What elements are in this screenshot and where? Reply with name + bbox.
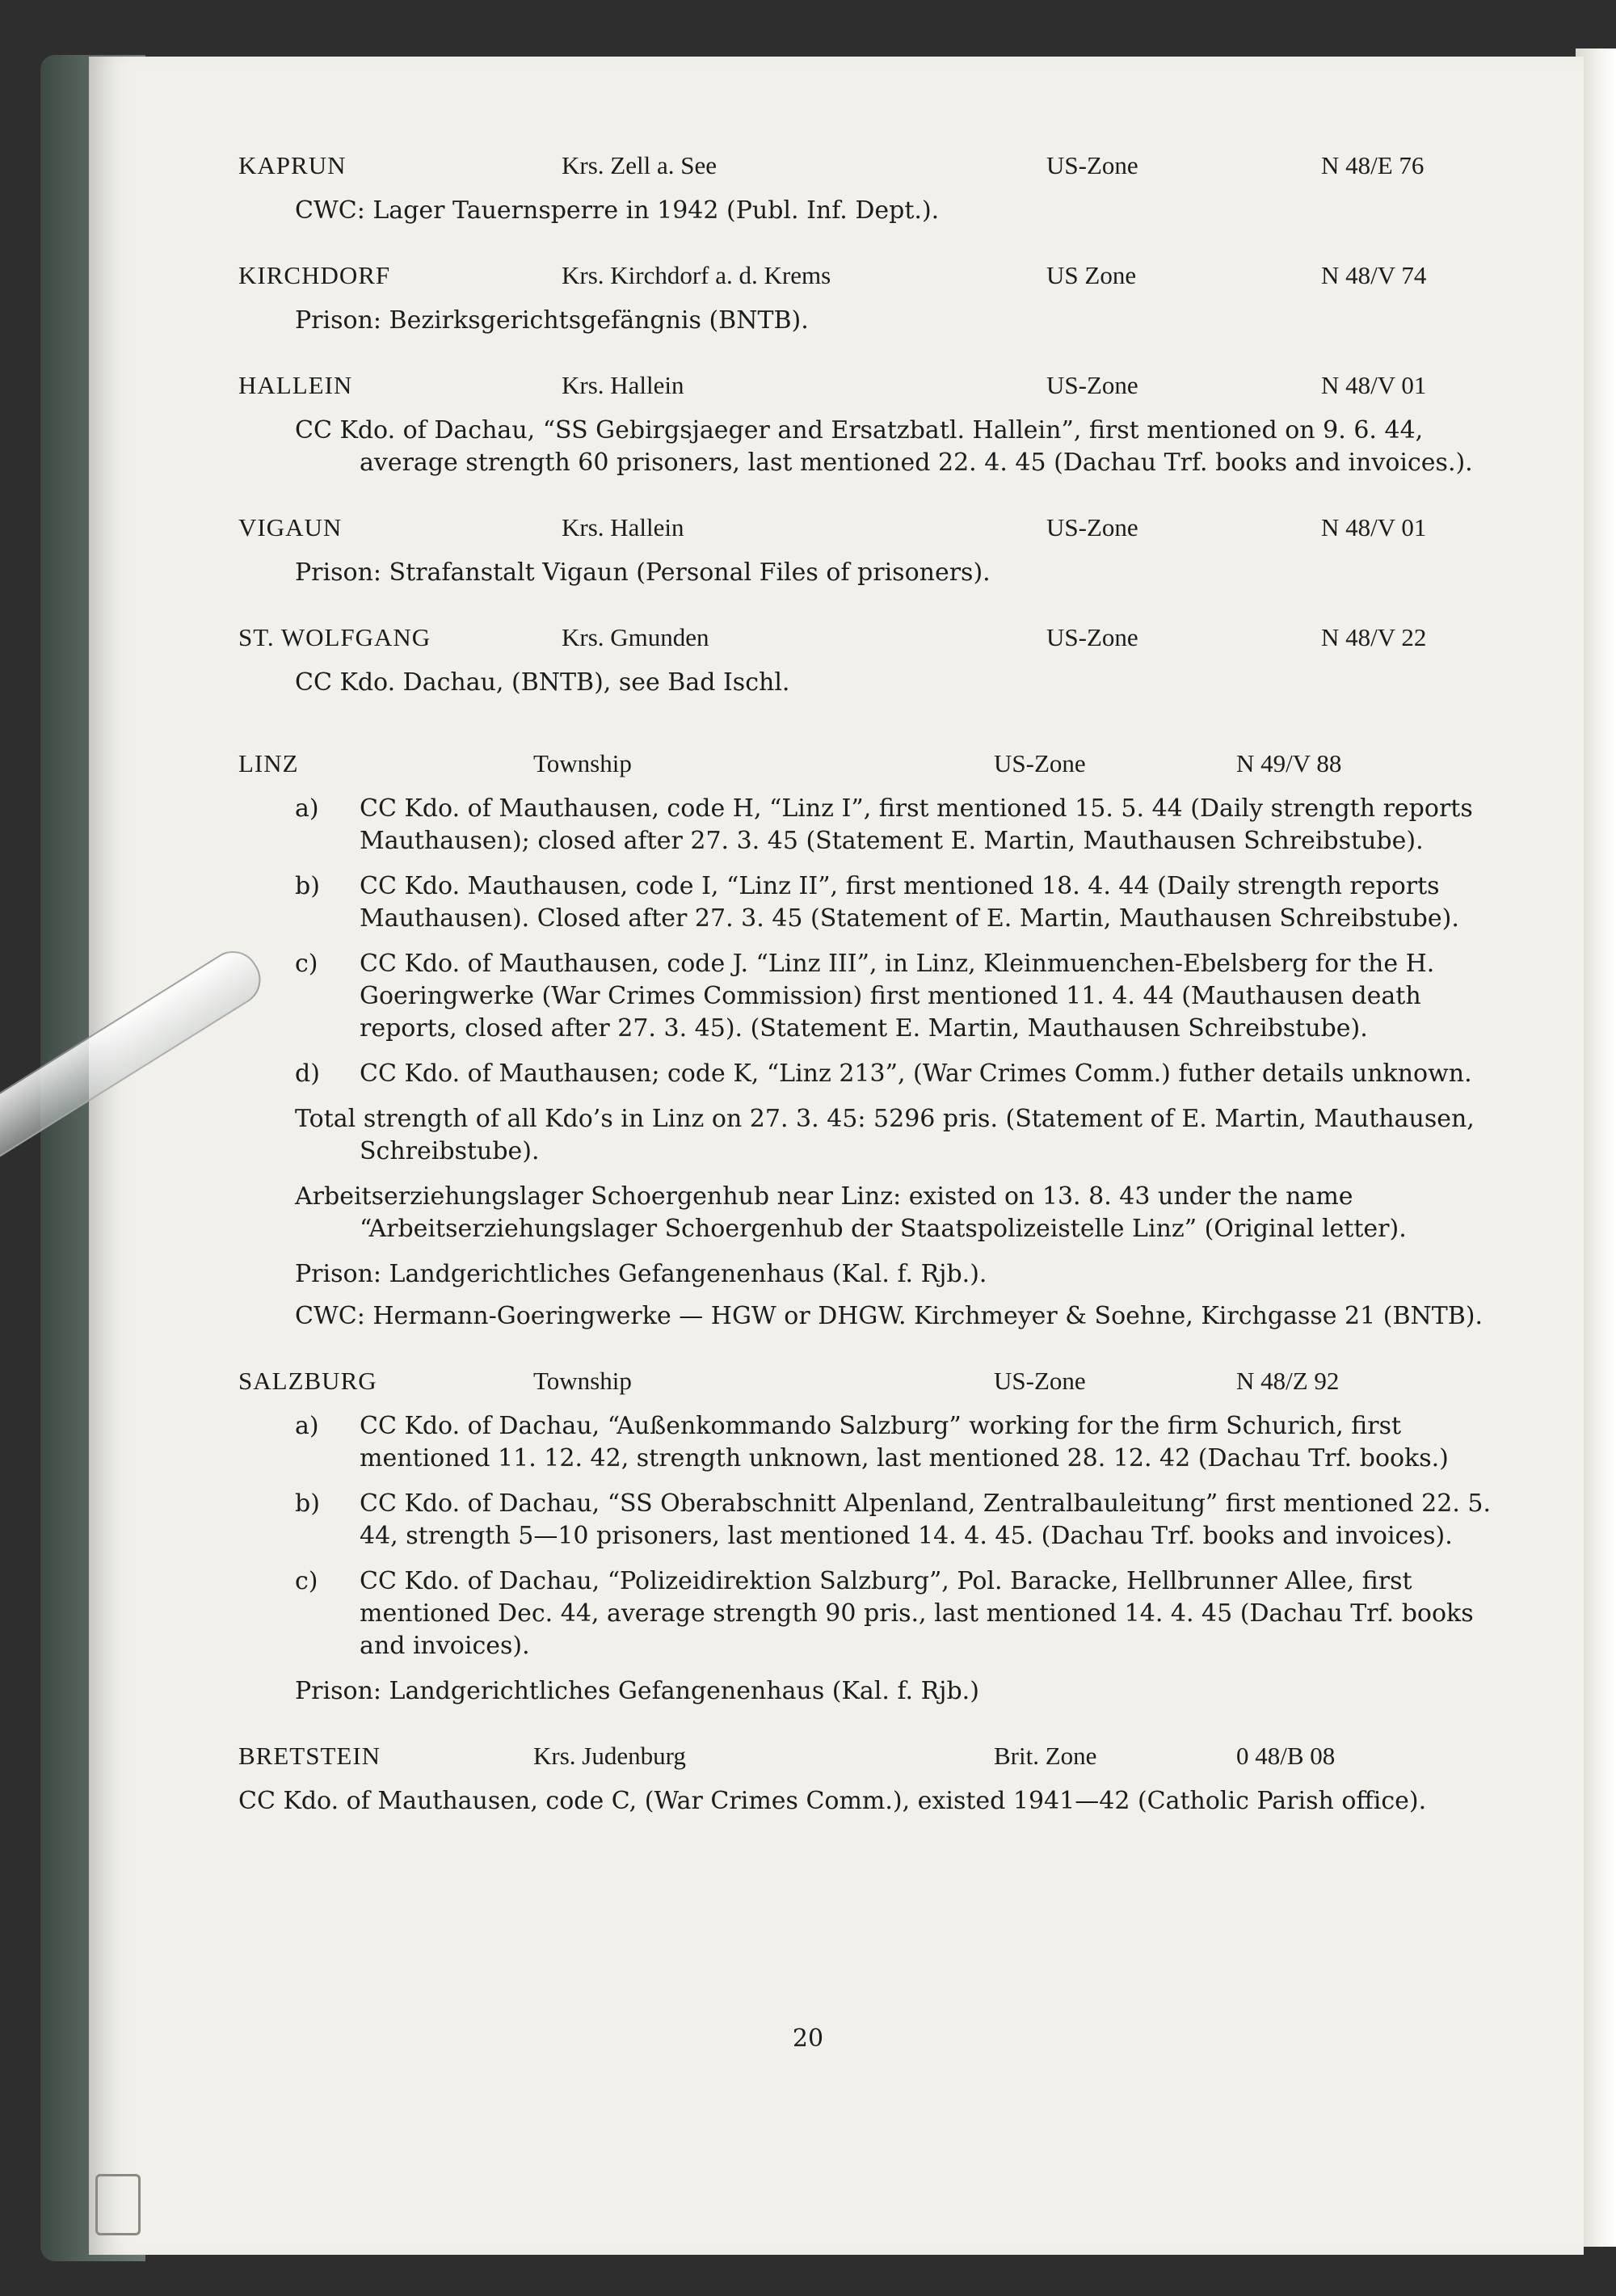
item-label: a) (295, 1412, 319, 1440)
entry-header (238, 259, 1523, 292)
place-name: BRETSTEIN (238, 1742, 381, 1770)
list-item (238, 1058, 1523, 1090)
entry-header (238, 748, 1523, 780)
list-item (238, 793, 1523, 857)
grid-reference: 0 48/B 08 (1236, 1742, 1336, 1770)
zone: US Zone (1046, 261, 1137, 289)
grid-reference: N 48/V 74 (1321, 261, 1427, 289)
entry-salzburg (238, 1365, 1523, 1708)
grid-reference: N 48/V 01 (1321, 513, 1427, 541)
zone: US-Zone (1046, 151, 1138, 179)
zone: US-Zone (1046, 513, 1138, 541)
prison-text: Prison: Landgerichtliches Gefangenenhaus (Kal. f. Rjb.). (295, 1260, 987, 1288)
page-number: 20 (792, 2024, 824, 2053)
place-name: ST. WOLFGANG (238, 623, 431, 651)
item-label: d) (295, 1060, 320, 1088)
item-text: CC Kdo. of Mauthausen; code K, “Linz 213”, (War Crimes Comm.) futher details unknown. (360, 1060, 1472, 1088)
entry-bretstein (238, 1740, 1523, 1818)
entry-kaprun (238, 150, 1523, 227)
zone: Brit. Zone (994, 1742, 1097, 1770)
grid-reference: N 48/V 01 (1321, 371, 1427, 399)
entry-linz (238, 748, 1523, 1333)
entry-kirchdorf (238, 259, 1523, 337)
item-label: c) (295, 950, 318, 978)
item-label: b) (295, 1489, 320, 1518)
district: Township (533, 1367, 632, 1395)
item-text: CC Kdo. of Dachau, “Außenkommando Salzburg” working for the firm Schurich, first mentioned 11. 12. 42, strength unknown, last mentioned 28. 12. 42 (Dachau Trf. books.) (360, 1412, 1449, 1472)
item-text: CC Kdo. of Dachau, “SS Oberabschnitt Alpenland, Zentralbauleitung” first mentioned 22. 5. 44, strength 5—10 prisoners, last mentioned 14. 4. 45. (Dachau Trf. books and invoices). (360, 1489, 1492, 1550)
item-text: CC Kdo. of Dachau, “Polizeidirektion Salzburg”, Pol. Baracke, Hellbrunner Allee, first mentioned Dec. 44, average strength 90 pris., last mentioned 14. 4. 45 (Dachau Trf. books and invoices). (360, 1567, 1474, 1660)
entry-hallein (238, 369, 1523, 479)
zone: US-Zone (1046, 371, 1138, 399)
arbeitserziehungslager: Arbeitserziehungslager Schoergenhub near Linz: existed on 13. 8. 43 under the name “Arbeitserziehungslager Schoergenhub der Staatspolizeistelle Linz” (Original letter). (295, 1182, 1407, 1243)
entry-header (238, 369, 1523, 402)
place-name: LINZ (238, 749, 299, 777)
district: Krs. Kirchdorf a. d. Krems (562, 261, 831, 289)
grid-reference: N 48/V 22 (1321, 623, 1427, 651)
entry-header (238, 150, 1523, 182)
total-strength: Total strength of all Kdo’s in Linz on 27. 3. 45: 5296 pris. (Statement of E. Martin, Mauthausen, Schreibstube). (295, 1105, 1475, 1165)
entry-text: Prison: Bezirksgerichtsgefängnis (BNTB). (295, 306, 809, 335)
cwc-text: CWC: Hermann-Goeringwerke — HGW or DHGW. Kirchmeyer & Soehne, Kirchgasse 21 (BNTB). (295, 1302, 1483, 1330)
grid-reference: N 49/V 88 (1236, 749, 1342, 777)
zone: US-Zone (994, 1367, 1086, 1395)
list-item (238, 1565, 1523, 1662)
entry-header (238, 621, 1523, 654)
entry-text: CWC: Lager Tauernsperre in 1942 (Publ. Inf. Dept.). (295, 196, 940, 225)
district: Krs. Zell a. See (562, 151, 717, 179)
district: Township (533, 749, 632, 777)
zone: US-Zone (1046, 623, 1138, 651)
entry-text: CC Kdo. of Mauthausen, code C, (War Crimes Comm.), existed 1941—42 (Catholic Parish office). (238, 1787, 1427, 1815)
district: Krs. Judenburg (533, 1742, 686, 1770)
place-name: VIGAUN (238, 513, 343, 541)
item-text: CC Kdo. of Mauthausen, code J. “Linz III”, in Linz, Kleinmuenchen-Ebelsberg for the H. Goeringwerke (War Crimes Commission) first mentioned 11. 4. 44 (Mauthausen death reports, closed after 27. 3. 45). (Statement E. Martin, Mauthausen Schreibstube). (360, 950, 1435, 1043)
item-label: c) (295, 1567, 318, 1595)
zone: US-Zone (994, 749, 1086, 777)
district: Krs. Hallein (562, 513, 684, 541)
entry-text: Prison: Strafanstalt Vigaun (Personal Files of prisoners). (295, 558, 991, 587)
entry-st-wolfgang (238, 621, 1523, 699)
item-label: b) (295, 872, 320, 900)
place-name: KIRCHDORF (238, 261, 391, 289)
district: Krs. Gmunden (562, 623, 709, 651)
grid-reference: N 48/E 76 (1321, 151, 1425, 179)
prison-text: Prison: Landgerichtliches Gefangenenhaus (Kal. f. Rjb.) (295, 1677, 979, 1705)
place-name: SALZBURG (238, 1367, 377, 1395)
item-text: CC Kdo. Mauthausen, code I, “Linz II”, first mentioned 18. 4. 44 (Daily strength reports Mauthausen). Closed after 27. 3. 45 (Statement of E. Martin, Mauthausen Schreibstube). (360, 872, 1459, 933)
list-item (238, 1488, 1523, 1552)
place-name: HALLEIN (238, 371, 353, 399)
entry-text: CC Kdo. of Dachau, “SS Gebirgsjaeger and Ersatzbatl. Hallein”, first mentioned on 9. 6. 44, average strength 60 prisoners, last mentioned 22. 4. 45 (Dachau Trf. books and invoices.). (295, 416, 1473, 477)
list-item (238, 948, 1523, 1045)
grid-reference: N 48/Z 92 (1236, 1367, 1340, 1395)
district: Krs. Hallein (562, 371, 684, 399)
list-item (238, 870, 1523, 935)
entry-vigaun (238, 512, 1523, 589)
item-label: a) (295, 794, 319, 823)
entry-header (238, 1740, 1523, 1772)
entry-header (238, 512, 1523, 544)
place-name: KAPRUN (238, 151, 347, 179)
gutter-stamp-icon (95, 2174, 141, 2235)
item-text: CC Kdo. of Mauthausen, code H, “Linz I”, first mentioned 15. 5. 44 (Daily strength reports Mauthausen); closed after 27. 3. 45 (Statement E. Martin, Mauthausen Schreibstube). (360, 794, 1473, 855)
page-content (238, 150, 1523, 1850)
entry-text: CC Kdo. Dachau, (BNTB), see Bad Ischl. (295, 668, 790, 697)
list-item (238, 1410, 1523, 1475)
entry-header (238, 1365, 1523, 1397)
